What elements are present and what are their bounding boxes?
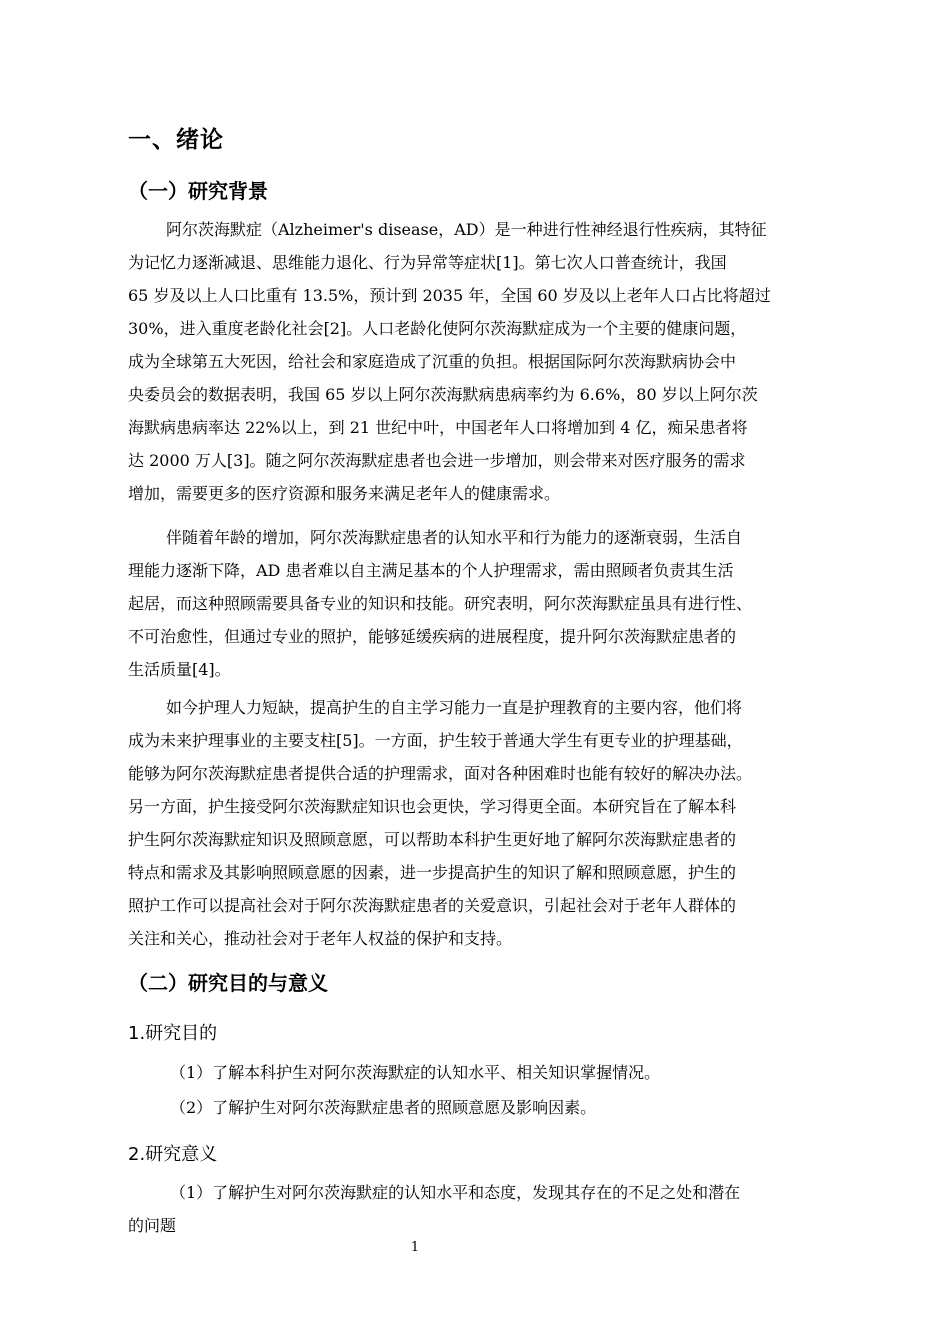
paragraph-3	[128, 691, 858, 955]
text-line: 起居，而这种照顾需要具备专业的知识和技能。研究表明，阿尔茨海默症虽具有进行性、	[128, 594, 753, 613]
page-number: 1	[410, 1240, 420, 1255]
text-line: 30%，进入重度老龄化社会[2]。人口老龄化使阿尔茨海默症成为一个主要的健康问题，	[128, 319, 747, 338]
text-line: 达 2000 万人[3]。随之阿尔茨海默症患者也会进一步增加，则会带来对医疗服务的需求	[128, 451, 746, 470]
list-item: （2）了解护生对阿尔茨海默症患者的照顾意愿及影响因素。	[170, 1098, 597, 1117]
text-line: 特点和需求及其影响照顾意愿的因素，进一步提高护生的知识了解和照顾意愿，护生的	[128, 863, 737, 882]
text-line: 伴随着年龄的增加，阿尔茨海默症患者的认知水平和行为能力的逐渐衰弱，生活自	[166, 528, 743, 547]
text-line: 的问题	[128, 1216, 177, 1235]
significance-item-1	[128, 1176, 858, 1242]
subsection-heading-significance: 2.研究意义	[128, 1144, 218, 1165]
text-line: 65 岁及以上人口比重有 13.5%，预计到 2035 年，全国 60 岁及以上老年人口占比将超过	[128, 286, 771, 305]
text-line: 不可治愈性，但通过专业的照护，能够延缓疾病的进展程度，提升阿尔茨海默症患者的	[128, 627, 737, 646]
text-line: 如今护理人力短缺，提高护生的自主学习能力一直是护理教育的主要内容，他们将	[166, 698, 743, 717]
text-line: 能够为阿尔茨海默症患者提供合适的护理需求，面对各种困难时也能有较好的解决办法。	[128, 764, 753, 783]
text-line: 为记忆力逐渐减退、思维能力退化、行为异常等症状[1]。第七次人口普查统计，我国	[128, 253, 727, 272]
text-line: 另一方面，护生接受阿尔茨海默症知识也会更快，学习得更全面。本研究旨在了解本科	[128, 797, 737, 816]
paragraph-1	[128, 213, 858, 510]
text-line: 成为未来护理事业的主要支柱[5]。一方面，护生较于普通大学生有更专业的护理基础，	[128, 731, 743, 750]
text-line: 阿尔茨海默症（Alzheimer's disease，AD）是一种进行性神经退行性疾病，其特征	[166, 220, 767, 239]
text-line: 海默病患病率达 22%以上，到 21 世纪中叶，中国老年人口将增加到 4 亿，痴呆患者将	[128, 418, 748, 437]
text-line: 增加，需要更多的医疗资源和服务来满足老年人的健康需求。	[128, 484, 561, 503]
text-line: 护生阿尔茨海默症知识及照顾意愿，可以帮助本科护生更好地了解阿尔茨海默症患者的	[128, 830, 737, 849]
chapter-heading: 一、绪论	[128, 127, 224, 153]
text-line: 生活质量[4]。	[128, 660, 231, 679]
text-line: 成为全球第五大死因，给社会和家庭造成了沉重的负担。根据国际阿尔茨海默病协会中	[128, 352, 737, 371]
text-line: 央委员会的数据表明，我国 65 岁以上阿尔茨海默病患病率约为 6.6%，80 岁以上阿尔茨	[128, 385, 758, 404]
section-heading-background: （一）研究背景	[128, 179, 268, 203]
text-line: 理能力逐渐下降，AD 患者难以自主满足基本的个人护理需求，需由照顾者负责其生活	[128, 561, 734, 580]
text-line: 关注和关心，推动社会对于老年人权益的保护和支持。	[128, 929, 513, 948]
section-heading-purpose: （二）研究目的与意义	[128, 971, 328, 995]
text-line: 照护工作可以提高社会对于阿尔茨海默症患者的关爱意识，引起社会对于老年人群体的	[128, 896, 737, 915]
list-item: （1）了解本科护生对阿尔茨海默症的认知水平、相关知识掌握情况。	[170, 1063, 661, 1082]
subsection-heading-objectives: 1.研究目的	[128, 1023, 218, 1044]
paragraph-2	[128, 521, 858, 686]
text-line: （1）了解护生对阿尔茨海默症的认知水平和态度，发现其存在的不足之处和潜在	[170, 1183, 741, 1202]
